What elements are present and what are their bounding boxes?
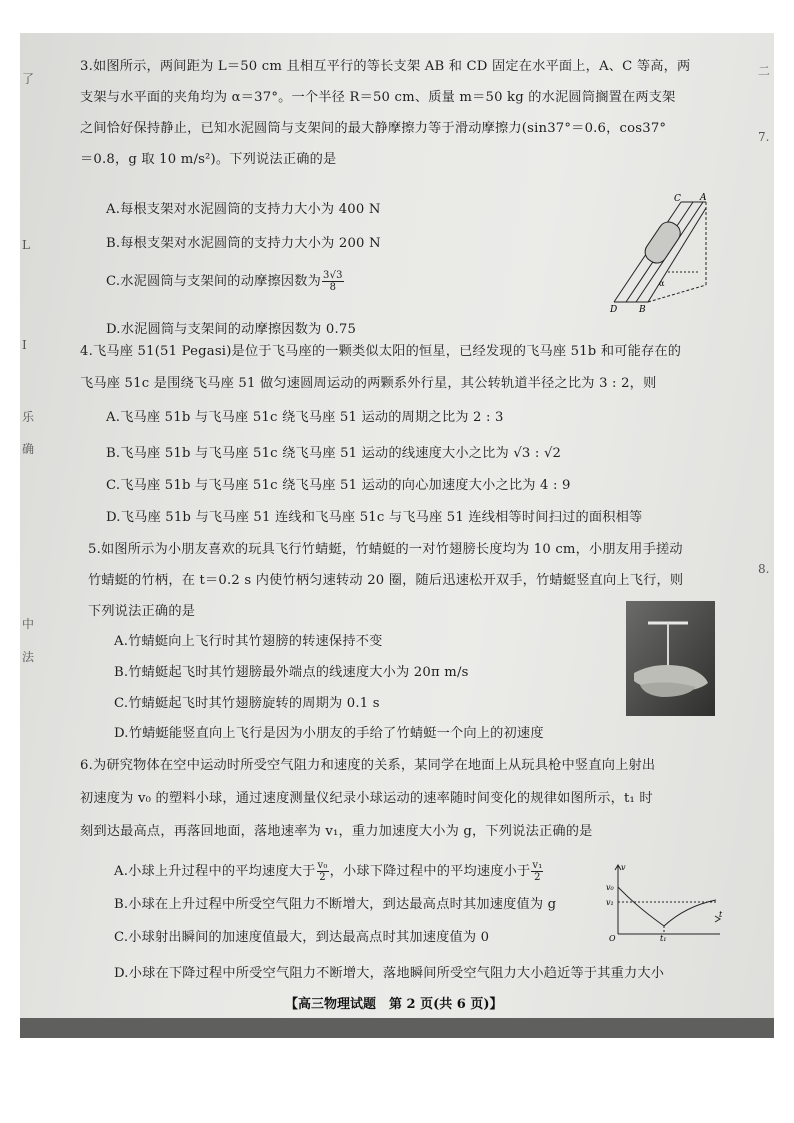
- q6-option-d: D.小球在下降过程中所受空气阻力不断增大，落地瞬间所受空气阻力大小趋近等于其重力大小: [114, 966, 665, 981]
- q3-label-c: C: [674, 194, 681, 204]
- q3-stem-line: ＝0.8，g 取 10 m/s²)。下列说法正确的是: [80, 152, 337, 167]
- left-margin-fragment: 法: [22, 650, 35, 664]
- q3-stem-line: 之间恰好保持静止，已知水泥圆筒与支架间的最大静摩擦力等于滑动摩擦力(sin37°＝0.6，cos37°: [80, 121, 667, 136]
- page-footer: 【高三物理试题 第 2 页(共 6 页)】: [285, 997, 503, 1012]
- q3-incline-figure: [606, 190, 718, 315]
- q5-stem-line: 5.如图所示为小朋友喜欢的玩具飞行竹蜻蜓，竹蜻蜓的一对竹翅膀长度均为 10 cm，小朋友用手搓动: [88, 542, 683, 557]
- q3-option-c: [106, 270, 345, 293]
- q6-option-c: C.小球射出瞬间的加速度值最大，到达最高点时其加速度值为 0: [114, 930, 490, 945]
- graph-label-origin: O: [609, 934, 616, 942]
- q6-option-a-text-2: ，小球下降过程中的平均速度小于: [329, 864, 531, 879]
- q3-option-c-text: C.水泥圆筒与支架间的动摩擦因数为: [106, 274, 322, 289]
- q4-option-b: B.飞马座 51b 与飞马座 51c 绕飞马座 51 运动的线速度大小之比为 √3 : √2: [106, 446, 562, 461]
- q6-stem-line: 刻到达最高点，再落回地面，落地速率为 v₁，重力加速度大小为 g，下列说法正确的是: [80, 824, 593, 839]
- q5-stem-line: 竹蜻蜓的竹柄，在 t＝0.2 s 内使竹柄匀速转动 20 圈，随后迅速松开双手，竹蜻蜓竖直向上飞行，则: [88, 573, 684, 588]
- q3-stem-line: 3.如图所示，两间距为 L＝50 cm 且相互平行的等长支架 AB 和 CD 固定在水平面上，A、C 等高，两: [80, 59, 691, 74]
- q3-option-a: A.每根支架对水泥圆筒的支持力大小为 400 N: [106, 202, 381, 217]
- q5-bamboo-dragonfly-photo: [626, 601, 715, 716]
- q6-option-a-text-1: A.小球上升过程中的平均速度大于: [114, 864, 316, 879]
- q6-stem-line: 初速度为 v₀ 的塑料小球，通过速度测量仪纪录小球运动的速率随时间变化的规律如图所示，t₁ 时: [80, 791, 653, 806]
- q4-option-d: D.飞马座 51b 与飞马座 51 连线和飞马座 51c 与飞马座 51 连线相等时间扫过的面积相等: [106, 510, 643, 525]
- q5-stem-line: 下列说法正确的是: [88, 604, 196, 619]
- q3-option-d: D.水泥圆筒与支架间的动摩擦因数为 0.75: [106, 322, 357, 337]
- q6-option-a: [114, 860, 544, 883]
- q3-stem-line: 支架与水平面的夹角均为 α＝37°。一个半径 R＝50 cm、质量 m＝50 kg 的水泥圆筒搁置在两支架: [80, 90, 676, 105]
- q4-stem-line: 飞马座 51c 是围绕飞马座 51 做匀速圆周运动的两颗系外行星，其公转轨道半径之比为 3 : 2，则: [80, 376, 657, 391]
- q6-option-a-fraction-1: $\frac{\text{v₀}}{2}$: [317, 860, 328, 883]
- q6-stem-line: 6.为研究物体在空中运动时所受空气阻力和速度的关系，某同学在地面上从玩具枪中竖直向上射出: [80, 758, 656, 773]
- right-margin-fragment: 二: [758, 64, 771, 78]
- left-margin-fragment: L: [22, 238, 30, 252]
- right-margin-fragment: 7.: [758, 130, 770, 144]
- q3-option-c-fraction: $\frac{3√3}{8}$: [323, 270, 343, 293]
- q6-option-a-fraction-2: $\frac{\text{v₁}}{2}$: [532, 860, 543, 883]
- q3-option-b: B.每根支架对水泥圆筒的支持力大小为 200 N: [106, 236, 381, 251]
- graph-label-v1: v₁: [606, 898, 614, 907]
- q4-stem-line: 4.飞马座 51(51 Pegasi)是位于飞马座的一颗类似太阳的恒星，已经发现的飞马座 51b 和可能存在的: [80, 344, 682, 359]
- q5-option-d: D.竹蜻蜓能竖直向上飞行是因为小朋友的手给了竹蜻蜓一个向上的初速度: [114, 726, 544, 741]
- graph-label-t1: t₁: [660, 934, 667, 942]
- q6-velocity-time-graph: [606, 860, 726, 942]
- graph-label-v0: v₀: [606, 883, 614, 892]
- q6-option-b: B.小球在上升过程中所受空气阻力不断增大，到达最高点时其加速度值为 g: [114, 897, 557, 912]
- photo-bottom-shadow: [20, 1018, 774, 1038]
- graph-label-v: v: [621, 863, 626, 872]
- left-margin-fragment: 中: [22, 617, 35, 631]
- q4-option-c: C.飞马座 51b 与飞马座 51c 绕飞马座 51 运动的向心加速度大小之比为 4 : 9: [106, 478, 571, 493]
- graph-rising-curve: [618, 887, 664, 926]
- q3-label-alpha: α: [659, 279, 665, 288]
- left-margin-fragment: 确: [22, 442, 35, 456]
- graph-label-t: t: [719, 910, 723, 919]
- q3-label-a: A: [700, 193, 707, 203]
- left-margin-fragment: 乐: [22, 410, 35, 424]
- q3-label-b: B: [639, 305, 646, 315]
- left-margin-fragment: 了: [22, 72, 35, 86]
- q4-option-a: A.飞马座 51b 与飞马座 51c 绕飞马座 51 运动的周期之比为 2 : 3: [106, 410, 504, 425]
- q3-label-d: D: [610, 305, 618, 315]
- left-margin-fragment: I: [22, 338, 27, 352]
- right-margin-fragment: 8.: [758, 562, 770, 576]
- q5-option-c: C.竹蜻蜓起飞时其竹翅膀旋转的周期为 0.1 s: [114, 696, 380, 711]
- q5-option-a: A.竹蜻蜓向上飞行时其竹翅膀的转速保持不变: [114, 634, 383, 649]
- graph-falling-curve: [664, 900, 716, 926]
- q5-option-b: B.竹蜻蜓起飞时其竹翅膀最外端点的线速度大小为 20π m/s: [114, 665, 469, 680]
